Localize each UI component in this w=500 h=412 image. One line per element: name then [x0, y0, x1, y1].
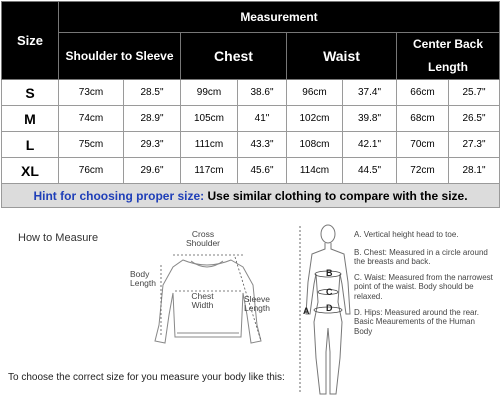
value-cell-back-cm: 70cm: [397, 132, 449, 158]
value-cell-shoulder-in: 28.5": [124, 80, 181, 106]
value-cell-shoulder-cm: 75cm: [59, 132, 124, 158]
column-header-waist: Waist: [287, 33, 397, 80]
value-cell-chest-in: 45.6": [238, 158, 287, 184]
size-chart-table: [1, 1, 500, 208]
value-cell-waist-cm: 108cm: [287, 132, 343, 158]
how-to-measure-title: How to Measure: [18, 232, 99, 244]
value-cell-shoulder-cm: 73cm: [59, 80, 124, 106]
column-header-shoulder: Shoulder to Sleeve: [59, 33, 181, 80]
value-cell-chest-cm: 105cm: [181, 106, 238, 132]
value-cell-back-in: 26.5": [449, 106, 500, 132]
value-cell-chest-cm: 99cm: [181, 80, 238, 106]
value-cell-chest-in: 38.6": [238, 80, 287, 106]
value-cell-waist-cm: 96cm: [287, 80, 343, 106]
size-cell: S: [2, 80, 59, 106]
column-header-center-back: Center Back Length: [397, 33, 500, 80]
value-cell-chest-in: 43.3": [238, 132, 287, 158]
value-cell-shoulder-cm: 74cm: [59, 106, 124, 132]
figure-letter-c: C: [326, 287, 333, 297]
table-row: [2, 158, 500, 184]
note-a: A. Vertical height head to toe.: [354, 230, 459, 239]
cross-shoulder-label: Cross Shoulder: [185, 229, 221, 248]
sleeve-length-label: Sleeve Length: [244, 294, 270, 313]
value-cell-waist-in: 42.1": [343, 132, 397, 158]
size-header: Size: [2, 2, 59, 80]
value-cell-shoulder-cm: 76cm: [59, 158, 124, 184]
body-length-label: Body Length: [130, 269, 156, 288]
value-cell-back-in: 25.7": [449, 80, 500, 106]
column-header-chest: Chest: [181, 33, 287, 80]
table-row: [2, 106, 500, 132]
note-c: C. Waist: Measured from the narrowest point of the waist. Body should be relaxed.: [354, 272, 493, 301]
value-cell-waist-in: 37.4": [343, 80, 397, 106]
value-cell-shoulder-in: 28.9": [124, 106, 181, 132]
note-d: D. Hips: Measured around the rear. Basic Meaurements of the Human Body: [354, 307, 479, 336]
size-cell: L: [2, 132, 59, 158]
table-row: [2, 132, 500, 158]
size-cell: M: [2, 106, 59, 132]
size-hint: [2, 184, 500, 208]
value-cell-chest-cm: 117cm: [181, 158, 238, 184]
value-cell-back-cm: 66cm: [397, 80, 449, 106]
value-cell-back-cm: 68cm: [397, 106, 449, 132]
value-cell-waist-cm: 102cm: [287, 106, 343, 132]
value-cell-chest-cm: 111cm: [181, 132, 238, 158]
value-cell-back-cm: 72cm: [397, 158, 449, 184]
value-cell-shoulder-in: 29.6": [124, 158, 181, 184]
size-cell: XL: [2, 158, 59, 184]
value-cell-waist-in: 39.8": [343, 106, 397, 132]
hint-label: Hint for choosing proper size:: [33, 188, 205, 203]
hint-text: Use similar clothing to compare with the size.: [204, 188, 468, 203]
chest-width-label: Chest Width: [191, 291, 214, 310]
value-cell-waist-in: 44.5": [343, 158, 397, 184]
note-b: B. Chest: Measured in a circle around the breasts and back.: [354, 247, 488, 267]
value-cell-back-in: 28.1": [449, 158, 500, 184]
value-cell-shoulder-in: 29.3": [124, 132, 181, 158]
choose-size-instruction: To choose the correct size for you measure your body like this:: [8, 372, 285, 383]
value-cell-chest-in: 41": [238, 106, 287, 132]
figure-letter-a: A: [303, 306, 310, 316]
measurement-notes: [354, 230, 494, 342]
value-cell-waist-cm: 114cm: [287, 158, 343, 184]
measurement-header: Measurement: [59, 2, 500, 33]
figure-letter-b: B: [326, 268, 333, 278]
table-row: [2, 80, 500, 106]
figure-letter-d: D: [326, 303, 333, 313]
value-cell-back-in: 27.3": [449, 132, 500, 158]
